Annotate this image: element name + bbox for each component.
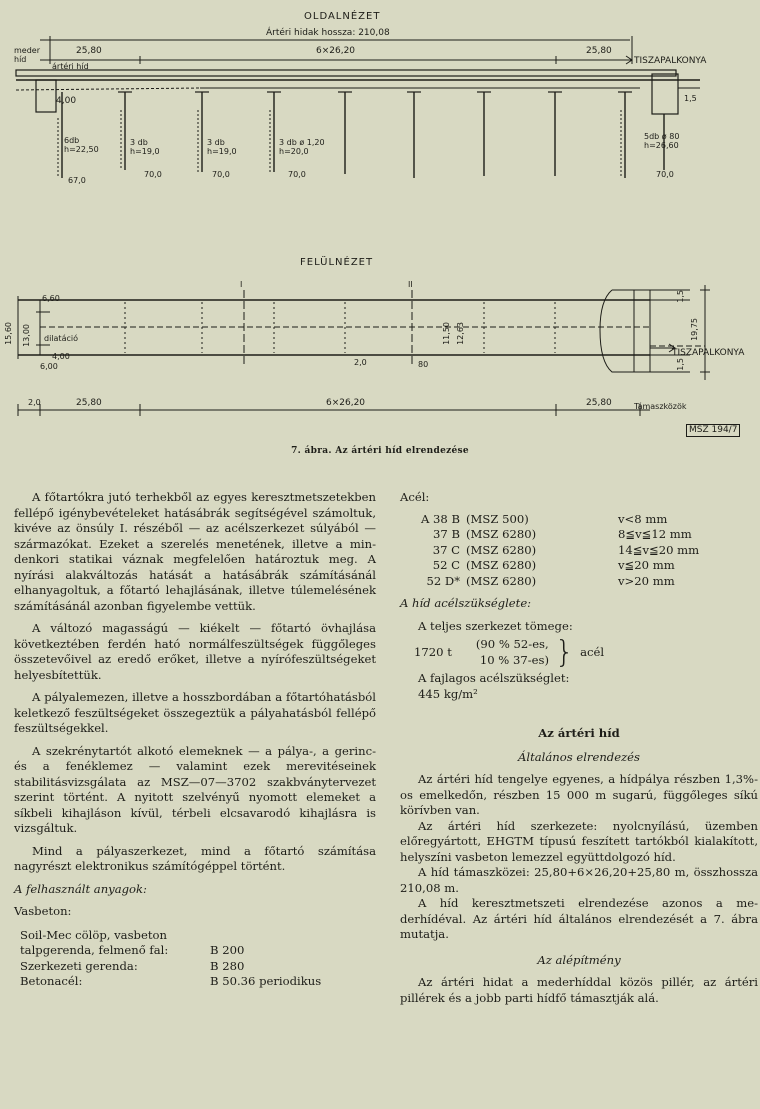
specific-label: A fajlagos acélszükséglet:	[418, 671, 570, 685]
pile-label-2: 3 db h=19,0	[130, 138, 160, 156]
material-row: Betonacél: B 50.36 periodikus	[20, 974, 322, 988]
dilatacio-label: dilatáció	[44, 334, 78, 343]
left-column	[14, 490, 376, 990]
elev-5: 70,0	[656, 170, 674, 179]
steel-row: 37 C (MSZ 6280) 14≦v≦20 mm	[432, 542, 700, 557]
mass-breakdown	[414, 634, 758, 670]
right-paragraph-2: Az ártéri híd szerkezete: nyolcnyílású, üzemben előregyártott, EHGTM típusú feszített tartókból kialakított, helyszíni vasbeton lemezzel együttdolgozó híd.	[400, 818, 758, 864]
plan-dim-1300: 13,00	[22, 324, 31, 347]
figure-caption: 7. ábra. Az ártéri híd elrendezése	[291, 446, 469, 456]
bottom-dim-2580-right: 25,80	[586, 398, 612, 408]
tiszapalkonya-plan: TISZAPALKONYA	[672, 348, 745, 358]
paragraph-5: Mind a pályaszerkezet, mind a főtartó számítása nagyrészt elektronikus számítógéppel történt.	[14, 843, 376, 873]
dim-span-middle: 6×26,20	[316, 46, 356, 56]
pile-label-1: 6db h=22,50	[64, 136, 99, 154]
pile-label-4: 3 db ø 1,20 h=20,0	[279, 138, 325, 156]
pile-label-3: 3 db h=19,0	[207, 138, 237, 156]
materials-list	[14, 928, 376, 990]
mass-line-1: (90 % 52-es,	[475, 637, 549, 651]
mass-value: 1720 t	[414, 644, 452, 659]
subheading-substructure: Az alépítmény	[537, 952, 621, 967]
tamaszkozok-label: Támaszközök	[634, 402, 687, 411]
dim-span-left: 25,80	[76, 46, 102, 56]
bottom-dim-2580-left: 25,80	[76, 398, 102, 408]
drawing-lines	[0, 0, 760, 440]
steel-row: 37 B (MSZ 6280) 8≦v≦12 mm	[433, 527, 692, 541]
paragraph-2: A változó magasságú — kiékelt — főtartó övhajlása következtében ferdén ható normálfeszültségek függőleges összetevőivel az eredő erőket, illetve a nyírófeszültségeket helyesbítettük.	[14, 621, 376, 682]
height-right: 1,5	[684, 94, 697, 103]
side-view-title: OLDALNÉZET	[304, 11, 381, 22]
bottom-dim-middle: 6×26,20	[326, 398, 366, 408]
material-row: Soil-Mec cölöp, vasbeton	[20, 927, 167, 942]
dim-span-right: 25,80	[586, 46, 612, 56]
right-paragraph-3: A híd támaszközei: 25,80+6×26,20+25,80 m, összhossza 210,08 m.	[400, 865, 758, 895]
plan-mid-20: 2,0	[354, 358, 367, 367]
paragraph-1: A főtartókra jutó terhekből az egyes keresztmetszetekben fellépő igénybevételeket hatásábrák segítségével számoltuk, kivéve az önsúly I. részéből — az acélszerkezet súlyából — származókat. Ezeket a szerelés menetének, illetve a mindenkori statikai váznak megfelelően határoztuk meg. A nyírási alakváltozás hatását a hatásábrák számításánál elhanyagoltuk, a főtartó lehajlásának, illetve túlemelésének számításánál azonban figyelembe vettük.	[14, 490, 376, 613]
plan-dim-660: 6,60	[42, 294, 60, 303]
label-meder-hid: meder híd	[14, 46, 41, 64]
section-mark-2: II	[408, 280, 413, 289]
subheading-general: Általános elrendezés	[518, 749, 640, 764]
plan-mid-1150: 11,50	[442, 322, 451, 345]
elev-2: 70,0	[144, 170, 162, 179]
mass-unit: acél	[580, 644, 605, 659]
plan-right-15a: 1,5	[676, 290, 685, 303]
top-view-title: FELÜLNÉZET	[300, 257, 374, 268]
section-title: Az ártéri híd	[538, 726, 620, 740]
steel-row: A 38 B (MSZ 500) v<8 mm	[420, 511, 668, 526]
steel-row: 52 D* (MSZ 6280) v>20 mm	[426, 573, 675, 588]
acel-label: Acél:	[400, 490, 430, 504]
tiszapalkonya-side: TISZAPALKONYA	[634, 56, 707, 66]
material-row: talpgerenda, felmenő fal: B 200	[20, 943, 245, 957]
steel-need-heading: A híd acélszükséglete:	[400, 596, 532, 610]
paragraph-4: A szekrénytartót alkotó elemeknek — a pálya-, a gerinc- és a fenéklemez — valamint ezek merevitéseinek stabilitásvizsgálata az MSZ—07—3702 szakbványtervezet szerint történt. A nyitott szelvényű nyomott elemeket a síkbeli kihajláson kívül, térbeli elcsavarodó kihajlásra is vizsgáltuk.	[14, 743, 376, 835]
right-paragraph-4: A híd keresztmetszeti elrendezése azonos a mederhídéval. Az ártéri híd általános elrendezését a 7. ábra mutatja.	[400, 896, 758, 941]
pile-label-5: 5db ø 80 h=26,60	[644, 132, 680, 150]
right-paragraph-5: Az ártéri hidat a mederhíddal közös pillér, az ártéri pillérek és a jobb parti hídfő támasztják alá.	[400, 975, 758, 1005]
total-length-label: Ártéri hidak hossza: 210,08	[266, 28, 390, 38]
plan-right-1975: 19,75	[690, 318, 699, 341]
plan-mid-80: 80	[418, 360, 429, 369]
total-mass-label: A teljes szerkezet tömege:	[418, 618, 573, 633]
bridge-drawing	[0, 0, 760, 480]
elev-4: 70,0	[288, 170, 306, 179]
vasbeton-label: Vasbeton:	[14, 904, 72, 918]
plan-mid-1263: 12,63	[456, 322, 465, 345]
right-column	[400, 490, 758, 1006]
elev-3: 70,0	[212, 170, 230, 179]
bottom-dim-20: 2,0	[28, 398, 41, 407]
steel-table	[400, 512, 758, 590]
mass-line-2: 10 % 37-es)	[479, 652, 550, 667]
material-row: Szerkezeti gerenda: B 280	[20, 958, 245, 973]
section-mark-1: I	[240, 280, 243, 289]
label-arteri-hid: ártéri híd	[52, 62, 89, 71]
plan-right-15b: 1,5	[676, 358, 685, 371]
msz-stamp: MSZ 194/7	[686, 424, 740, 437]
steel-row: 52 C (MSZ 6280) v≦20 mm	[432, 558, 675, 572]
brace-icon: }	[555, 634, 575, 670]
elev-1: 67,0	[68, 176, 86, 185]
paragraph-3: A pályalemezen, illetve a hosszbordában a főtartóhatásból keletkező feszültségeket összegeztük a pályahatásból fellépő feszültségekkel.	[14, 690, 376, 735]
materials-heading: A felhasznált anyagok:	[14, 881, 147, 896]
right-paragraph-1: Az ártéri híd tengelye egyenes, a hídpálya részben 1,3%-os emelkedőn, részben 15 000 m sugarú, függőleges síkú körívben van.	[400, 772, 758, 817]
height-left: 4,00	[56, 96, 77, 106]
plan-dim-1560: 15,60	[4, 322, 13, 345]
specific-value: 445 kg/m²	[418, 686, 478, 701]
plan-dim-600: 6,00	[40, 362, 58, 371]
plan-dim-400: 4,00	[52, 352, 70, 361]
